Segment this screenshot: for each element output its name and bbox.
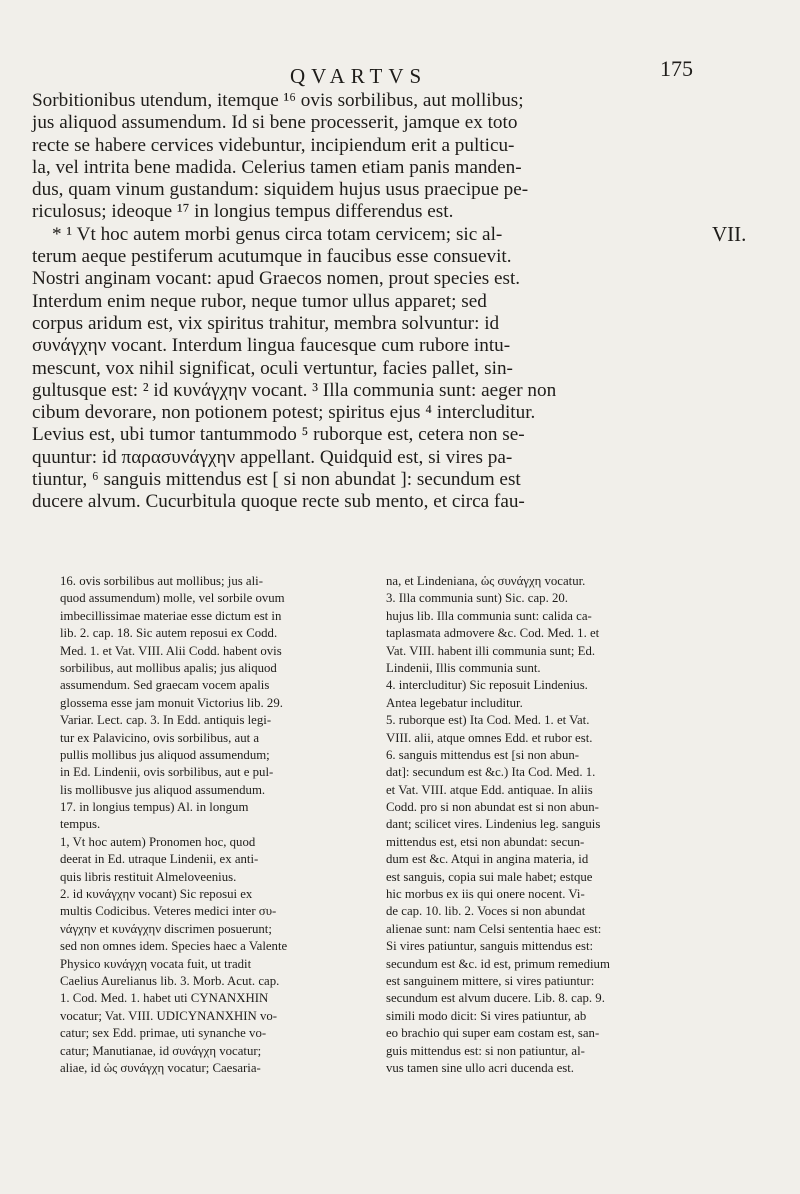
main-text-line: συνάγχην vocant. Interdum lingua faucesque cum rubore intu- [32,335,511,357]
footnote-line: catur; Manutianae, id συνάγχη vocatur; [60,1043,262,1058]
footnote-line: Codd. pro si non abundat est si non abun- [386,800,599,815]
footnote-line: quod assumendum) molle, vel sorbile ovum [60,591,285,606]
main-text-block [32,90,712,514]
main-text-line: gultusque est: ² id κυνάγχην vocant. ³ Illa communia sunt: aeger non [32,379,557,401]
main-text-line: riculosus; ideoque ¹⁷ in longius tempus differendus est. [32,201,454,223]
footnote-line: Antea legebatur includitur. [386,695,523,710]
footnote-line: 6. sanguis mittendus est [si non abun- [386,747,580,762]
footnote-line: 3. Illa communia sunt) Sic. cap. 20. [386,591,568,606]
footnote-line: tur ex Palavicino, ovis sorbilibus, aut a [60,730,260,745]
footnote-line: Lindenii, Illis communia sunt. [386,660,541,675]
main-text-line: jus aliquod assumendum. Id si bene processerit, jamque ex toto [32,112,518,134]
main-text-line: cibum devorare, non potionem potest; spiritus ejus ⁴ intercluditur. [32,402,536,424]
footnote-line: Si vires patiuntur, sanguis mittendus est: [386,939,594,954]
footnote-line: simili modo dicit: Si vires patiuntur, ab [386,1008,587,1023]
footnote-line: eo brachio qui super eam costam est, san- [386,1026,600,1041]
footnote-line: 16. ovis sorbilibus aut mollibus; jus ali- [60,574,263,588]
main-text-line: tiuntur, ⁶ sanguis mittendus est [ si non abundat ]: secundum est [32,469,521,491]
footnote-line: sorbilibus, aut mollibus apalis; jus aliquod [60,660,277,675]
footnote-line: sed non omnes idem. Species haec a Valente [60,939,288,954]
footnote-line: Caelius Aurelianus lib. 3. Morb. Acut. cap. [60,973,280,988]
footnote-line: Variar. Lect. cap. 3. In Edd. antiquis legi- [60,713,272,728]
footnote-line: na, et Lindeniana, ὡς συνάγχη vocatur. [386,574,586,588]
main-text-line: recte se habere cervices videbuntur, incipiendum erit a pulticu- [32,134,515,156]
footnote-line: secundum est &c. id est, primum remedium [386,956,610,971]
main-text-line: la, vel intrita bene madida. Celerius tamen etiam panis manden- [32,156,522,178]
footnotes-right-column [386,573,716,1077]
main-text-line: quuntur: id παρασυνάγχην appellant. Quidquid est, si vires pa- [32,446,513,468]
footnote-line: dat]: secundum est &c.) Ita Cod. Med. 1. [386,765,596,780]
footnote-line: 4. intercluditur) Sic reposuit Lindenius. [386,678,588,693]
footnote-line: dum est &c. Atqui in angina materia, id [386,852,589,867]
footnote-line: Vat. VIII. habent illi communia sunt; Ed. [386,643,596,658]
footnote-line: est sanguis, copia sui male habet; estque [386,869,593,884]
chapter-marginal-number: VII. [712,222,747,246]
main-text-line: terum aeque pestiferum acutumque in faucibus esse consuevit. [32,246,512,268]
footnote-line: 1, Vt hoc autem) Pronomen hoc, quod [60,834,256,849]
footnote-line: catur; sex Edd. primae, uti synanche vo- [60,1026,267,1041]
footnote-line: deerat in Ed. utraque Lindenii, ex anti- [60,852,259,867]
main-text-line: Nostri anginam vocant: apud Graecos nomen, prout species est. [32,268,521,290]
main-text-line: corpus aridum est, vix spiritus trahitur, membra solvuntur: id [32,312,500,334]
footnote-line: Med. 1. et Vat. VIII. Alii Codd. habent ovis [60,643,282,658]
footnote-line: est sanguinem mittere, si vires patiuntur: [386,973,595,988]
footnote-line: lis mollibusve jus aliquod assumendum. [60,782,266,797]
main-text-line: Interdum enim neque rubor, neque tumor ullus apparet; sed [32,290,487,312]
footnote-line: guis mittendus est: si non patiuntur, al- [386,1043,585,1058]
footnote-line: hic morbus ex iis qui onere nocent. Vi- [386,887,585,902]
footnote-line: 5. ruborque est) Ita Cod. Med. 1. et Vat. [386,713,590,728]
footnote-line: hujus lib. Illa communia sunt: calida ca- [386,608,592,623]
footnotes-left-column [60,573,390,1077]
footnote-line: vocatur; Vat. VIII. UDICYNANXHIN vo- [60,1008,278,1023]
footnote-line: et Vat. VIII. atque Edd. antiquae. In aliis [386,782,593,797]
main-text-line: ducere alvum. Cucurbitula quoque recte sub mento, et circa fau- [32,491,525,513]
running-head: QVARTVS [290,64,428,88]
footnote-line: quis libris restituit Almeloveenius. [60,869,237,884]
footnote-line: 17. in longius tempus) Al. in longum [60,800,249,815]
main-text-line: Sorbitionibus utendum, itemque ¹⁶ ovis sorbilibus, aut mollibus; [32,90,524,111]
footnote-line: multis Codicibus. Veteres medici inter συ- [60,904,277,919]
footnote-line: mittendus est, etsi non abundat: secun- [386,834,585,849]
main-text-line: * ¹ Vt hoc autem morbi genus circa totam cervicem; sic al- [52,223,503,245]
footnote-line: pullis mollibus jus aliquod assumendum; [60,747,270,762]
footnote-line: aliae, id ὡς συνάγχη vocatur; Caesaria- [60,1060,261,1075]
footnote-line: assumendum. Sed graecam vocem apalis [60,678,270,693]
footnote-line: VIII. alii, atque omnes Edd. et rubor est. [386,730,593,745]
footnote-line: alienae sunt: nam Celsi sententia haec est: [386,921,602,936]
footnote-line: tempus. [60,817,101,832]
footnote-line: vus tamen sine ullo acri ducenda est. [386,1060,574,1075]
footnote-line: imbecillissimae materiae esse dictum est in [60,608,282,623]
footnote-line: dant; scilicet vires. Lindenius leg. sanguis [386,817,601,832]
main-text-line: Levius est, ubi tumor tantummodo ⁵ ruborque est, cetera non se- [32,424,525,446]
footnote-line: taplasmata admovere &c. Cod. Med. 1. et [386,626,600,641]
main-text-line: dus, quam vinum gustandum: siquidem hujus usus praecipue pe- [32,179,529,201]
footnote-line: de cap. 10. lib. 2. Voces si non abundat [386,904,586,919]
footnote-line: 1. Cod. Med. 1. habet uti CYNANXHIN [60,991,269,1006]
main-text-line: mescunt, vox nihil significat, oculi vertuntur, facies pallet, sin- [32,357,513,379]
footnote-line: glossema esse jam monuit Victorius lib. 29. [60,695,283,710]
footnote-line: Physico κυνάγχη vocata fuit, ut tradit [60,956,252,971]
footnote-line: secundum est alvum ducere. Lib. 8. cap. 9. [386,991,605,1006]
footnote-line: lib. 2. cap. 18. Sic autem reposui ex Codd. [60,626,278,641]
page-number: 175 [660,56,693,81]
footnote-line: νάγχην et κυνάγχην discrimen posuerunt; [60,921,272,936]
footnote-line: 2. id κυνάγχην vocant) Sic reposui ex [60,887,253,902]
footnote-line: in Ed. Lindenii, ovis sorbilibus, aut e pul- [60,765,274,780]
